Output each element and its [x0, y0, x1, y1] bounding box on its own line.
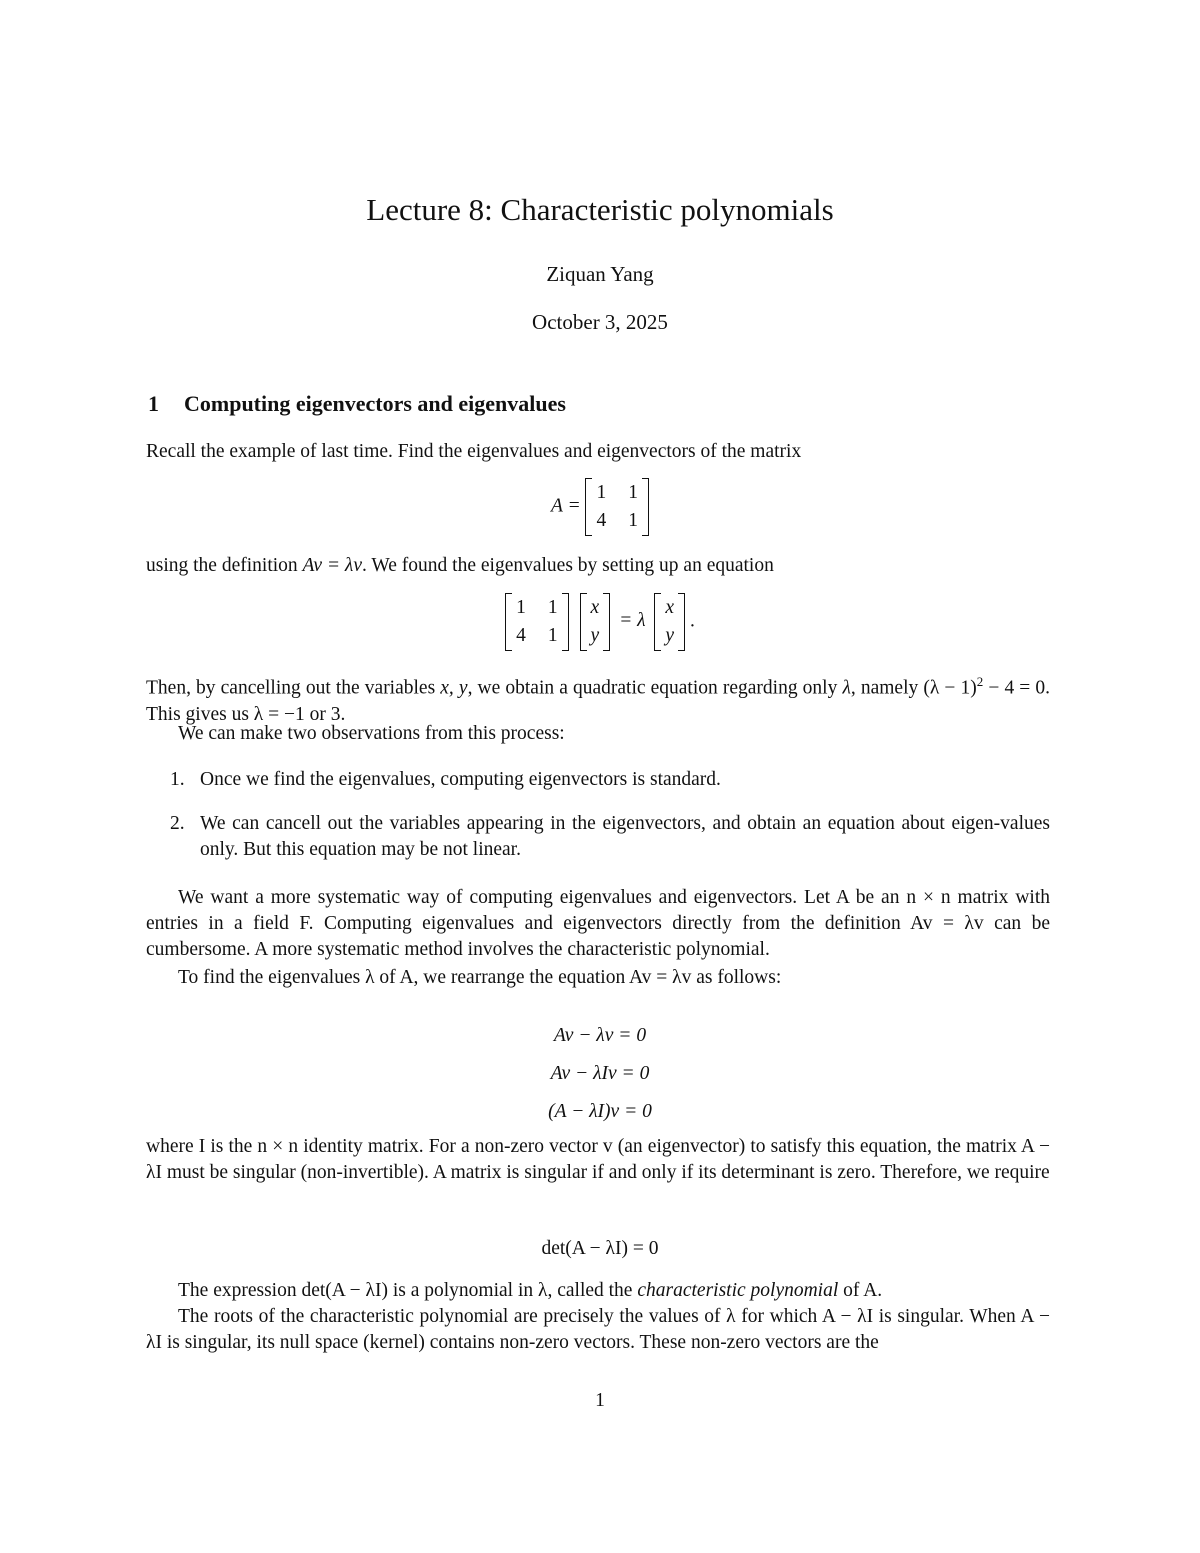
author: Ziquan Yang: [546, 262, 654, 286]
matrix-cell: 1: [547, 597, 558, 618]
matrix-a-display: [0, 478, 1200, 536]
list-item: [170, 767, 1050, 793]
section-heading: [148, 391, 566, 417]
list-item: [170, 811, 1050, 863]
matrix-cell: 1: [628, 482, 638, 503]
list-text: Once we find the eigenvalues, computing eigenvectors is standard.: [200, 769, 721, 790]
right-bracket: [562, 593, 569, 651]
paragraph-expression: The expression det(A − λI) is a polynomial in λ, called the characteristic polynomial of A.: [178, 1280, 883, 1301]
paragraph-observations: We can make two observations from this process:: [178, 723, 565, 744]
equation-period: .: [689, 610, 695, 632]
section-title: Computing eigenvectors and eigenvalues: [184, 391, 566, 416]
vector-xy: [580, 593, 611, 651]
equation-line: (A − λI)v = 0: [548, 1101, 652, 1122]
list-label: 1.: [170, 769, 185, 790]
matrix-cell: 1: [596, 482, 607, 503]
paragraph-using: using the definition Av = λv. We found the eigenvalues by setting up an equation: [146, 555, 774, 576]
right-bracket: [603, 593, 610, 651]
vector-xy-rhs: [654, 593, 685, 651]
emphasis: characteristic polynomial: [637, 1280, 839, 1301]
paragraph-want: We want a more systematic way of computing eigenvalues and eigenvectors. Let A be an n × n matrix with entries in a field F. Computing eigenvalues and eigenvectors directly from the definition Av = λv can be cumbersome. A more systematic method involves the characteristic polynomial.: [146, 887, 1050, 960]
matrix-a: [585, 478, 649, 536]
section-number: 1: [148, 391, 159, 416]
paper-title: Lecture 8: Characteristic polynomials: [366, 192, 834, 227]
equals-lambda: = λ: [619, 610, 646, 632]
matrix-cell: 1: [516, 597, 526, 618]
matrix-a-lhs: A =: [551, 495, 581, 517]
paragraph-where: where I is the n × n identity matrix. For a non-zero vector v (an eigenvector) to satisfy this equation, the matrix A − λI must be singular (non-invertible). A matrix is singular if and only if its determinant is zero. Therefore, we require: [146, 1136, 1050, 1183]
left-bracket: [654, 593, 661, 651]
left-bracket: [580, 593, 587, 651]
matrix-cell: 1: [628, 510, 638, 531]
determinant-equation: det(A − λI) = 0: [541, 1238, 659, 1259]
paragraph-then: Then, by cancelling out the variables x, y, we obtain a quadratic equation regarding only λ, namely $(\lambda - 1)^2 - 4 = 0$. This gives us λ = −1 or 3.: [146, 674, 1051, 725]
right-bracket: [678, 593, 685, 651]
paragraph-find: To find the eigenvalues λ of A, we rearrange the equation Av = λv as follows:: [178, 967, 782, 988]
aligned-equations: [0, 1017, 1200, 1131]
right-bracket: [642, 478, 649, 536]
matrix-cell: 4: [596, 510, 607, 531]
paragraph-roots: The roots of the characteristic polynomial are precisely the values of λ for which A − λI is singular. When A − λI is singular, its null space (kernel) contains non-zero vectors. These non-zero vectors are the: [146, 1306, 1050, 1353]
left-bracket: [585, 478, 592, 536]
vector-cell: y: [590, 625, 600, 646]
eigen-equation-display: [0, 593, 1200, 651]
vector-cell: y: [665, 625, 675, 646]
matrix-cell: 4: [516, 625, 526, 646]
date: October 3, 2025: [532, 310, 668, 334]
list-text: We can cancell out the variables appearing in the eigenvectors, and obtain an equation about eigen-values only. But this equation may be not linear.: [200, 813, 1050, 860]
matrix-cell: 1: [547, 625, 558, 646]
vector-cell: x: [665, 597, 675, 618]
list-label: 2.: [170, 813, 185, 834]
observation-list: [170, 767, 1050, 881]
equation-line: Av − λv = 0: [553, 1025, 647, 1046]
matrix-m: [505, 593, 569, 651]
paragraph-recall: Recall the example of last time. Find the eigenvalues and eigenvectors of the matrix: [146, 441, 802, 462]
left-bracket: [505, 593, 512, 651]
vector-cell: x: [590, 597, 600, 618]
inline-math: Av = λv: [302, 555, 363, 576]
equation-line: Av − λIv = 0: [550, 1063, 650, 1084]
page-number: 1: [595, 1390, 605, 1411]
